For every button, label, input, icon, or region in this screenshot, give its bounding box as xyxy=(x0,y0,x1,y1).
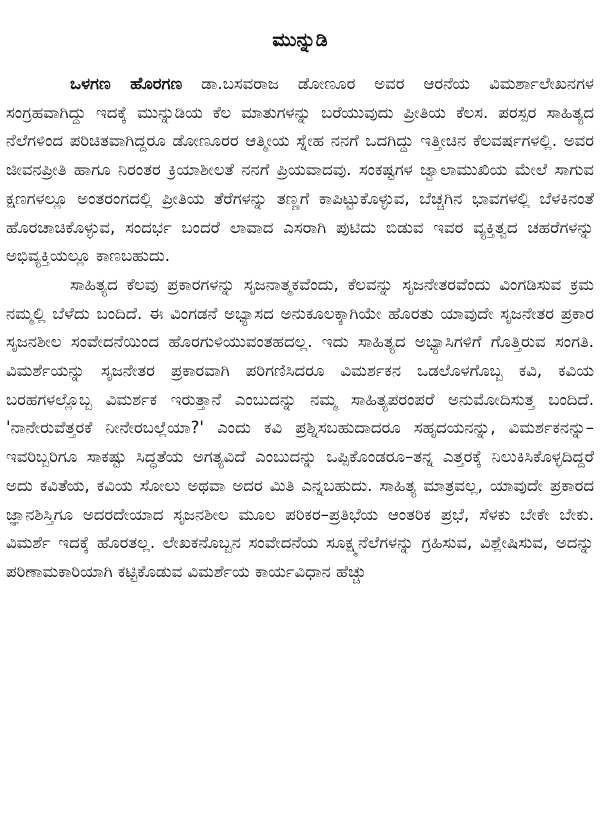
paragraph-2: ಸಾಹಿತ್ಯದ ಕೆಲವು ಪ್ರಕಾರಗಳನ್ನು ಸೃಜನಾತ್ಮಕವೆಂದು, ಕೆಲವನ್ನು ಸೃಜನೇತರವೆಂದು ವಿಂಗಡಿಸುವ ಕ್ರಮ ನಮ್ಮಲ್ಲಿ ಬೆಳೆದು ಬಂದಿದೆ. ಈ ವಿಂಗಡನೆ ಅಭ್ಯಾಸದ ಅನುಕೂಲಕ್ಕಾಗಿಯೇ ಹೊರತು ಯಾವುದೇ ಸೃಜನೇತರ ಪ್ರಕಾರ ಸೃಜನಶೀಲ ಸಂವೇದನೆಯಿಂದ ಹೊರಗುಳಿಯುವಂತಹದಲ್ಲ. ಇದು ಸಾಹಿತ್ಯದ ಅಭ್ಯಾಸಿಗಳಿಗೆ ಗೊತ್ತಿರುವ ಸಂಗತಿ. ವಿಮರ್ಶೆಯನ್ನು ಸೃಜನೇತರ ಪ್ರಕಾರವಾಗಿ ಪರಿಗಣಿಸಿದರೂ ವಿಮರ್ಶಕನ ಒಡಲೊಳಗೊಬ್ಬ ಕವಿ, ಕವಿಯ ಬರಹಗಳಲ್ಲೊಬ್ಬ ವಿಮರ್ಶಕ ಇರುತ್ತಾನೆ ಎಂಬುದನ್ನು ನಮ್ಮ ಸಾಹಿತ್ಯಪರಂಪರೆ ಅನುಮೋದಿಸುತ್ತ ಬಂದಿದೆ. 'ನಾನೇರುವೆತ್ತರಕೆ ನೀನೇರಬಲ್ಲೆಯಾ?' ಎಂದು ಕವಿ ಪ್ರಶ್ನಿಸಬಹುದಾದರೂ ಸಹೃದಯನನ್ನು, ವಿಮರ್ಶಕನನ್ನು–ಇವರಿಬ್ಬರಿಗೂ ಸಾಕಷ್ಟು ಸಿದ್ಧತೆಯ ಅಗತ್ಯವಿದೆ ಎಂಬುದನ್ನು ಒಪ್ಪಿಕೊಂಡರೂ–ತನ್ನ ಎತ್ತರಕ್ಕೆ ನಿಲುಕಿಸಿಕೊಳ್ಳದಿದ್ದರೆ ಅದು ಕವಿತೆಯ, ಕವಿಯ ಸೋಲು ಅಥವಾ ಅದರ ಮಿತಿ ಎನ್ನಬಹುದು. ಸಾಹಿತ್ಯ ಮಾತ್ರವಲ್ಲ, ಯಾವುದೇ ಪ್ರಕಾರದ ಜ್ಞಾನಶಿಸ್ತಿಗೂ ಅದರದೇಯಾದ ಸೃಜನಶೀಲ ಮೂಲ ಪರಿಕರ–ಪ್ರತಿಭೆಯ ಆಂತರಿಕ ಪ್ರಭೆ, ಸೆಳಕು ಬೇಕೇ ಬೇಕು. ವಿಮರ್ಶೆ ಇದಕ್ಕೆ ಹೊರತಲ್ಲ. ಲೇಖಕನೊಬ್ಬನ ಸಂವೇದನೆಯ ಸೂಕ್ಷ್ಮನೆಲೆಗಳನ್ನು ಗ್ರಹಿಸುವ, ವಿಶ್ಲೇಷಿಸುವ, ಅದನ್ನು ಪರಿಣಾಮಕಾರಿಯಾಗಿ ಕಟ್ಟಿಕೊಡುವ ವಿಮರ್ಶೆಯ ಕಾರ್ಯವಿಧಾನ ಹೆಚ್ಚು xyxy=(6,274,594,581)
book-title-lead: ಒಳಗಣ ಹೊರಗಣ xyxy=(70,74,183,93)
paragraph-1 xyxy=(6,70,594,271)
page-title: ಮುನ್ನುಡಿ xyxy=(272,29,328,51)
paragraph-1-text: ಡಾ.ಬಸವರಾಜ ಡೋಣೂರ ಅವರ ಆರನೆಯ ವಿಮರ್ಶಾಲೇಖನಗಳ ಸಂಗ್ರಹವಾಗಿದ್ದು ಇದಕ್ಕೆ ಮುನ್ನುಡಿಯ ಕೆಲ ಮಾತುಗಳನ್ನು ಬರೆಯುವುದು ಪ್ರೀತಿಯ ಕೆಲಸ. ಪರಸ್ಪರ ಸಾಹಿತ್ಯದ ನೆಲೆಗಳಿಂದ ಪರಿಚಿತವಾಗಿದ್ದರೂ ಡೋಣೂರರ ಆತ್ಮೀಯ ಸ್ನೇಹ ನನಗೆ ಒದಗಿದ್ದು ಇತ್ತೀಚಿನ ಕೆಲವರ್ಷಗಳಲ್ಲಿ. ಅವರ ಜೀವನಪ್ರೀತಿ ಹಾಗೂ ನಿರಂತರ ಕ್ರಿಯಾಶೀಲತೆ ನನಗೆ ಪ್ರಿಯವಾದವು. ಸಂಕಷ್ಟಗಳ ಜ್ವಾಲಾಮುಖಿಯ ಮೇಲೆ ಸಾಗುವ ಕ್ಷಣಗಳಲ್ಲೂ ಅಂತರಂಗದಲ್ಲಿ ಪ್ರೀತಿಯ ತೆರೆಗಳನ್ನು ತಣ್ಣಗೆ ಕಾಪಿಟ್ಟುಕೊಳ್ಳುವ, ಬೆಚ್ಚಗಿನ ಭಾವಗಳಲ್ಲಿ ಬೆಳಕಿನಂತೆ ಹೊರಚಾಚಿಕೊಳ್ಳುವ, ಸಂದರ್ಭ ಬಂದರೆ ಲಾವಾದ ಎಸರಾಗಿ ಪುಟಿದು ಬಿಡುವ ಇವರ ವ್ಯಕ್ತಿತ್ವದ ಚಹರೆಗಳನ್ನು ಅಭಿವ್ಯಕ್ತಿಯಲ್ಲೂ ಕಾಣಬಹುದು. xyxy=(6,74,594,266)
